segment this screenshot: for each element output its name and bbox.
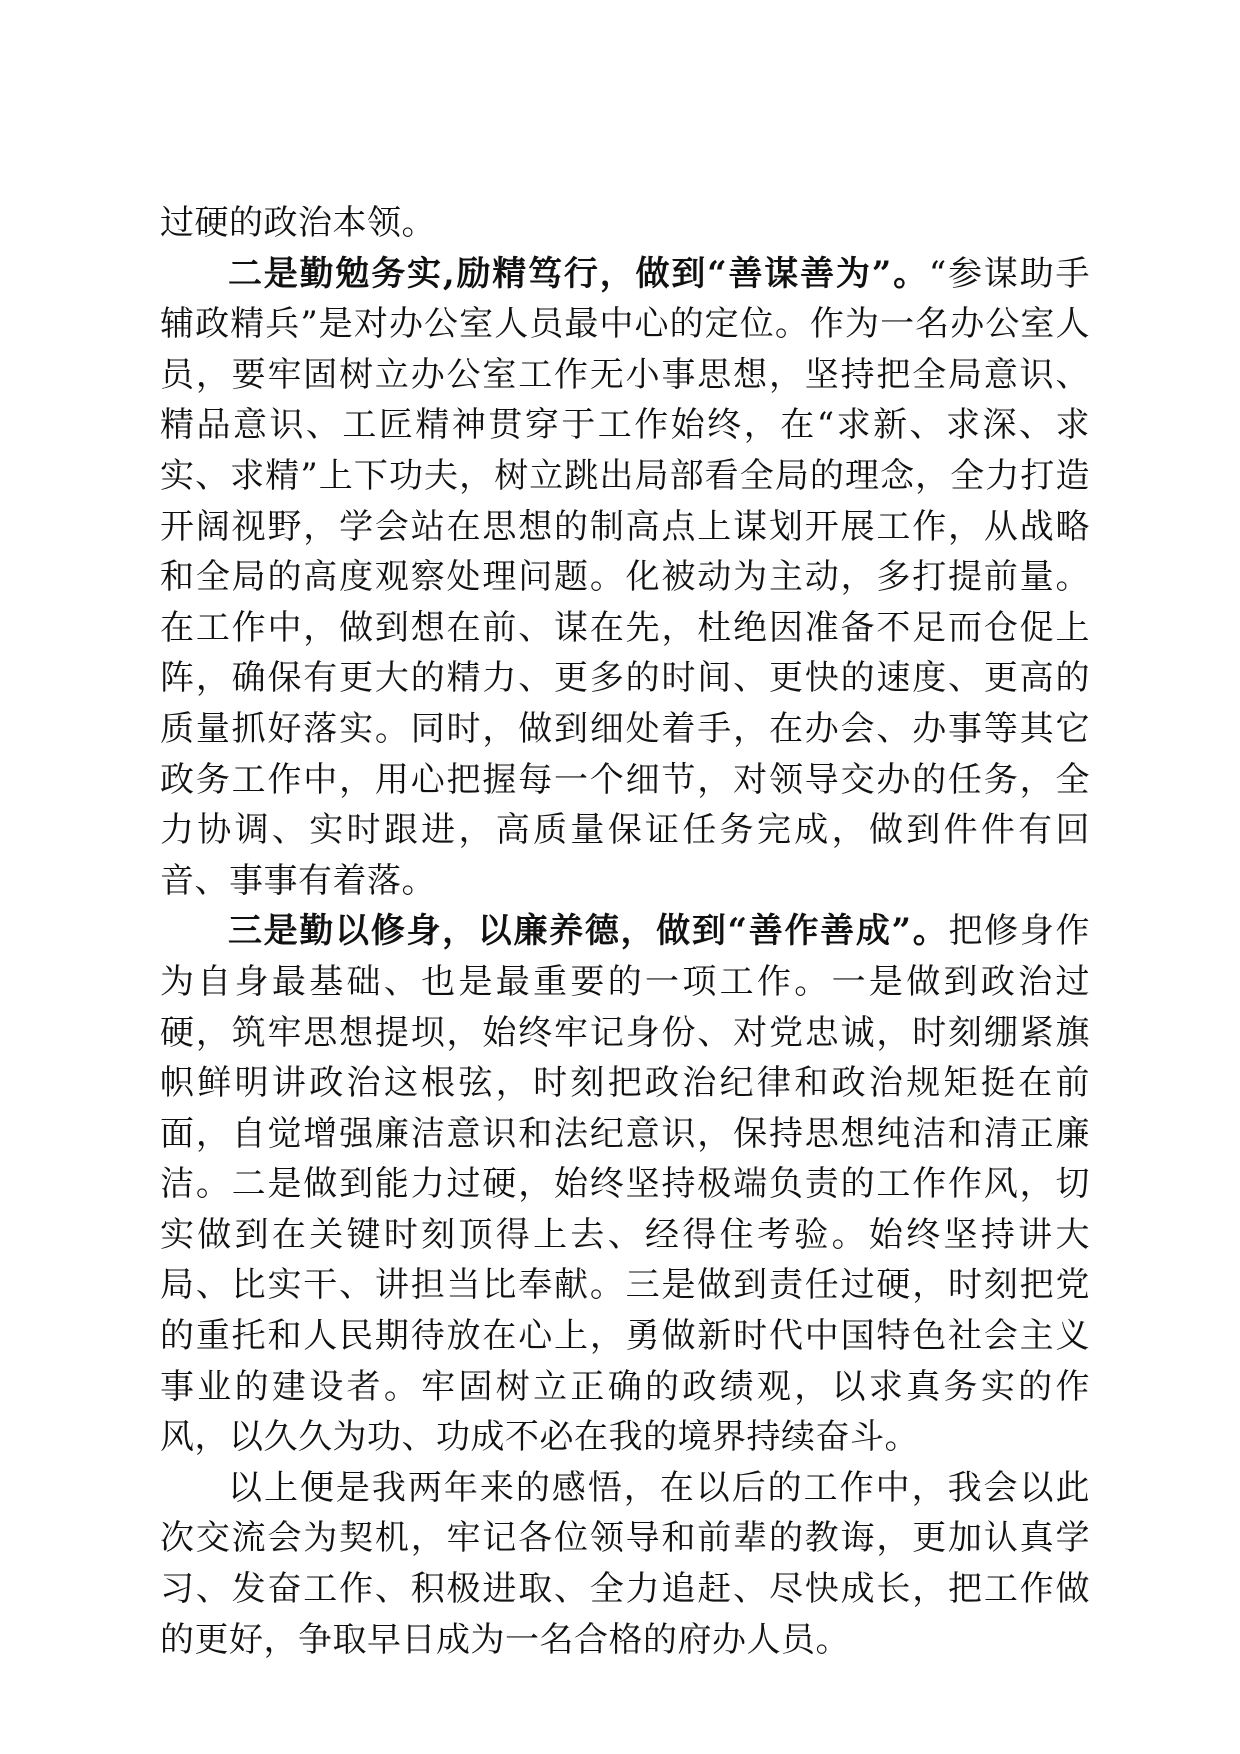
paragraph-text: 过硬的政治本领。: [160, 203, 436, 243]
paragraph-second-point: [160, 249, 1090, 907]
paragraph-conclusion: [160, 1463, 1090, 1665]
paragraph-lead: 三是勤以修身，以廉养德，做到“善作善成”。: [228, 911, 949, 952]
document-body: [160, 198, 1090, 1665]
paragraph-continuation: [160, 198, 1090, 249]
paragraph-lead: 二是勤勉务实,励精笃行，做到“善谋善为”。: [228, 253, 929, 294]
paragraph-third-point: [160, 906, 1090, 1463]
paragraph-text: 把修身作为自身最基础、也是最重要的一项工作。一是做到政治过硬，筑牢思想提坝，始终牢记身份、对党忠诚，时刻绷紧旗帜鲜明讲政治这根弦，时刻把政治纪律和政治规矩挺在前面，自觉增强廉洁意识和法纪意识，保持思想纯洁和清正廉洁。二是做到能力过硬，始终坚持极端负责的工作作风，切实做到在关键时刻顶得上去、经得住考验。始终坚持讲大局、比实干、讲担当比奉献。三是做到责任过硬，时刻把党的重托和人民期待放在心上，勇做新时代中国特色社会主义事业的建设者。牢固树立正确的政绩观，以求真务实的作风，以久久为功、功成不必在我的境界持续奋斗。: [160, 911, 1090, 1458]
paragraph-text: “参谋助手辅政精兵”是对办公室人员最中心的定位。作为一名办公室人员，要牢固树立办公室工作无小事思想，坚持把全局意识、精品意识、工匠精神贯穿于工作始终，在“求新、求深、求实、求精”上下功夫，树立跳出局部看全局的理念，全力打造开阔视野，学会站在思想的制高点上谋划开展工作，从战略和全局的高度观察处理问题。化被动为主动，多打提前量。在工作中，做到想在前、谋在先，杜绝因准备不足而仓促上阵，确保有更大的精力、更多的时间、更快的速度、更高的质量抓好落实。同时，做到细处着手，在办会、办事等其它政务工作中，用心把握每一个细节，对领导交办的任务，全力协调、实时跟进，高质量保证任务完成，做到件件有回音、事事有着落。: [160, 253, 1090, 901]
paragraph-text: 以上便是我两年来的感悟，在以后的工作中，我会以此次交流会为契机，牢记各位领导和前辈的教诲，更加认真学习、发奋工作、积极进取、全力追赶、尽快成长，把工作做的更好，争取早日成为一名合格的府办人员。: [160, 1467, 1090, 1660]
